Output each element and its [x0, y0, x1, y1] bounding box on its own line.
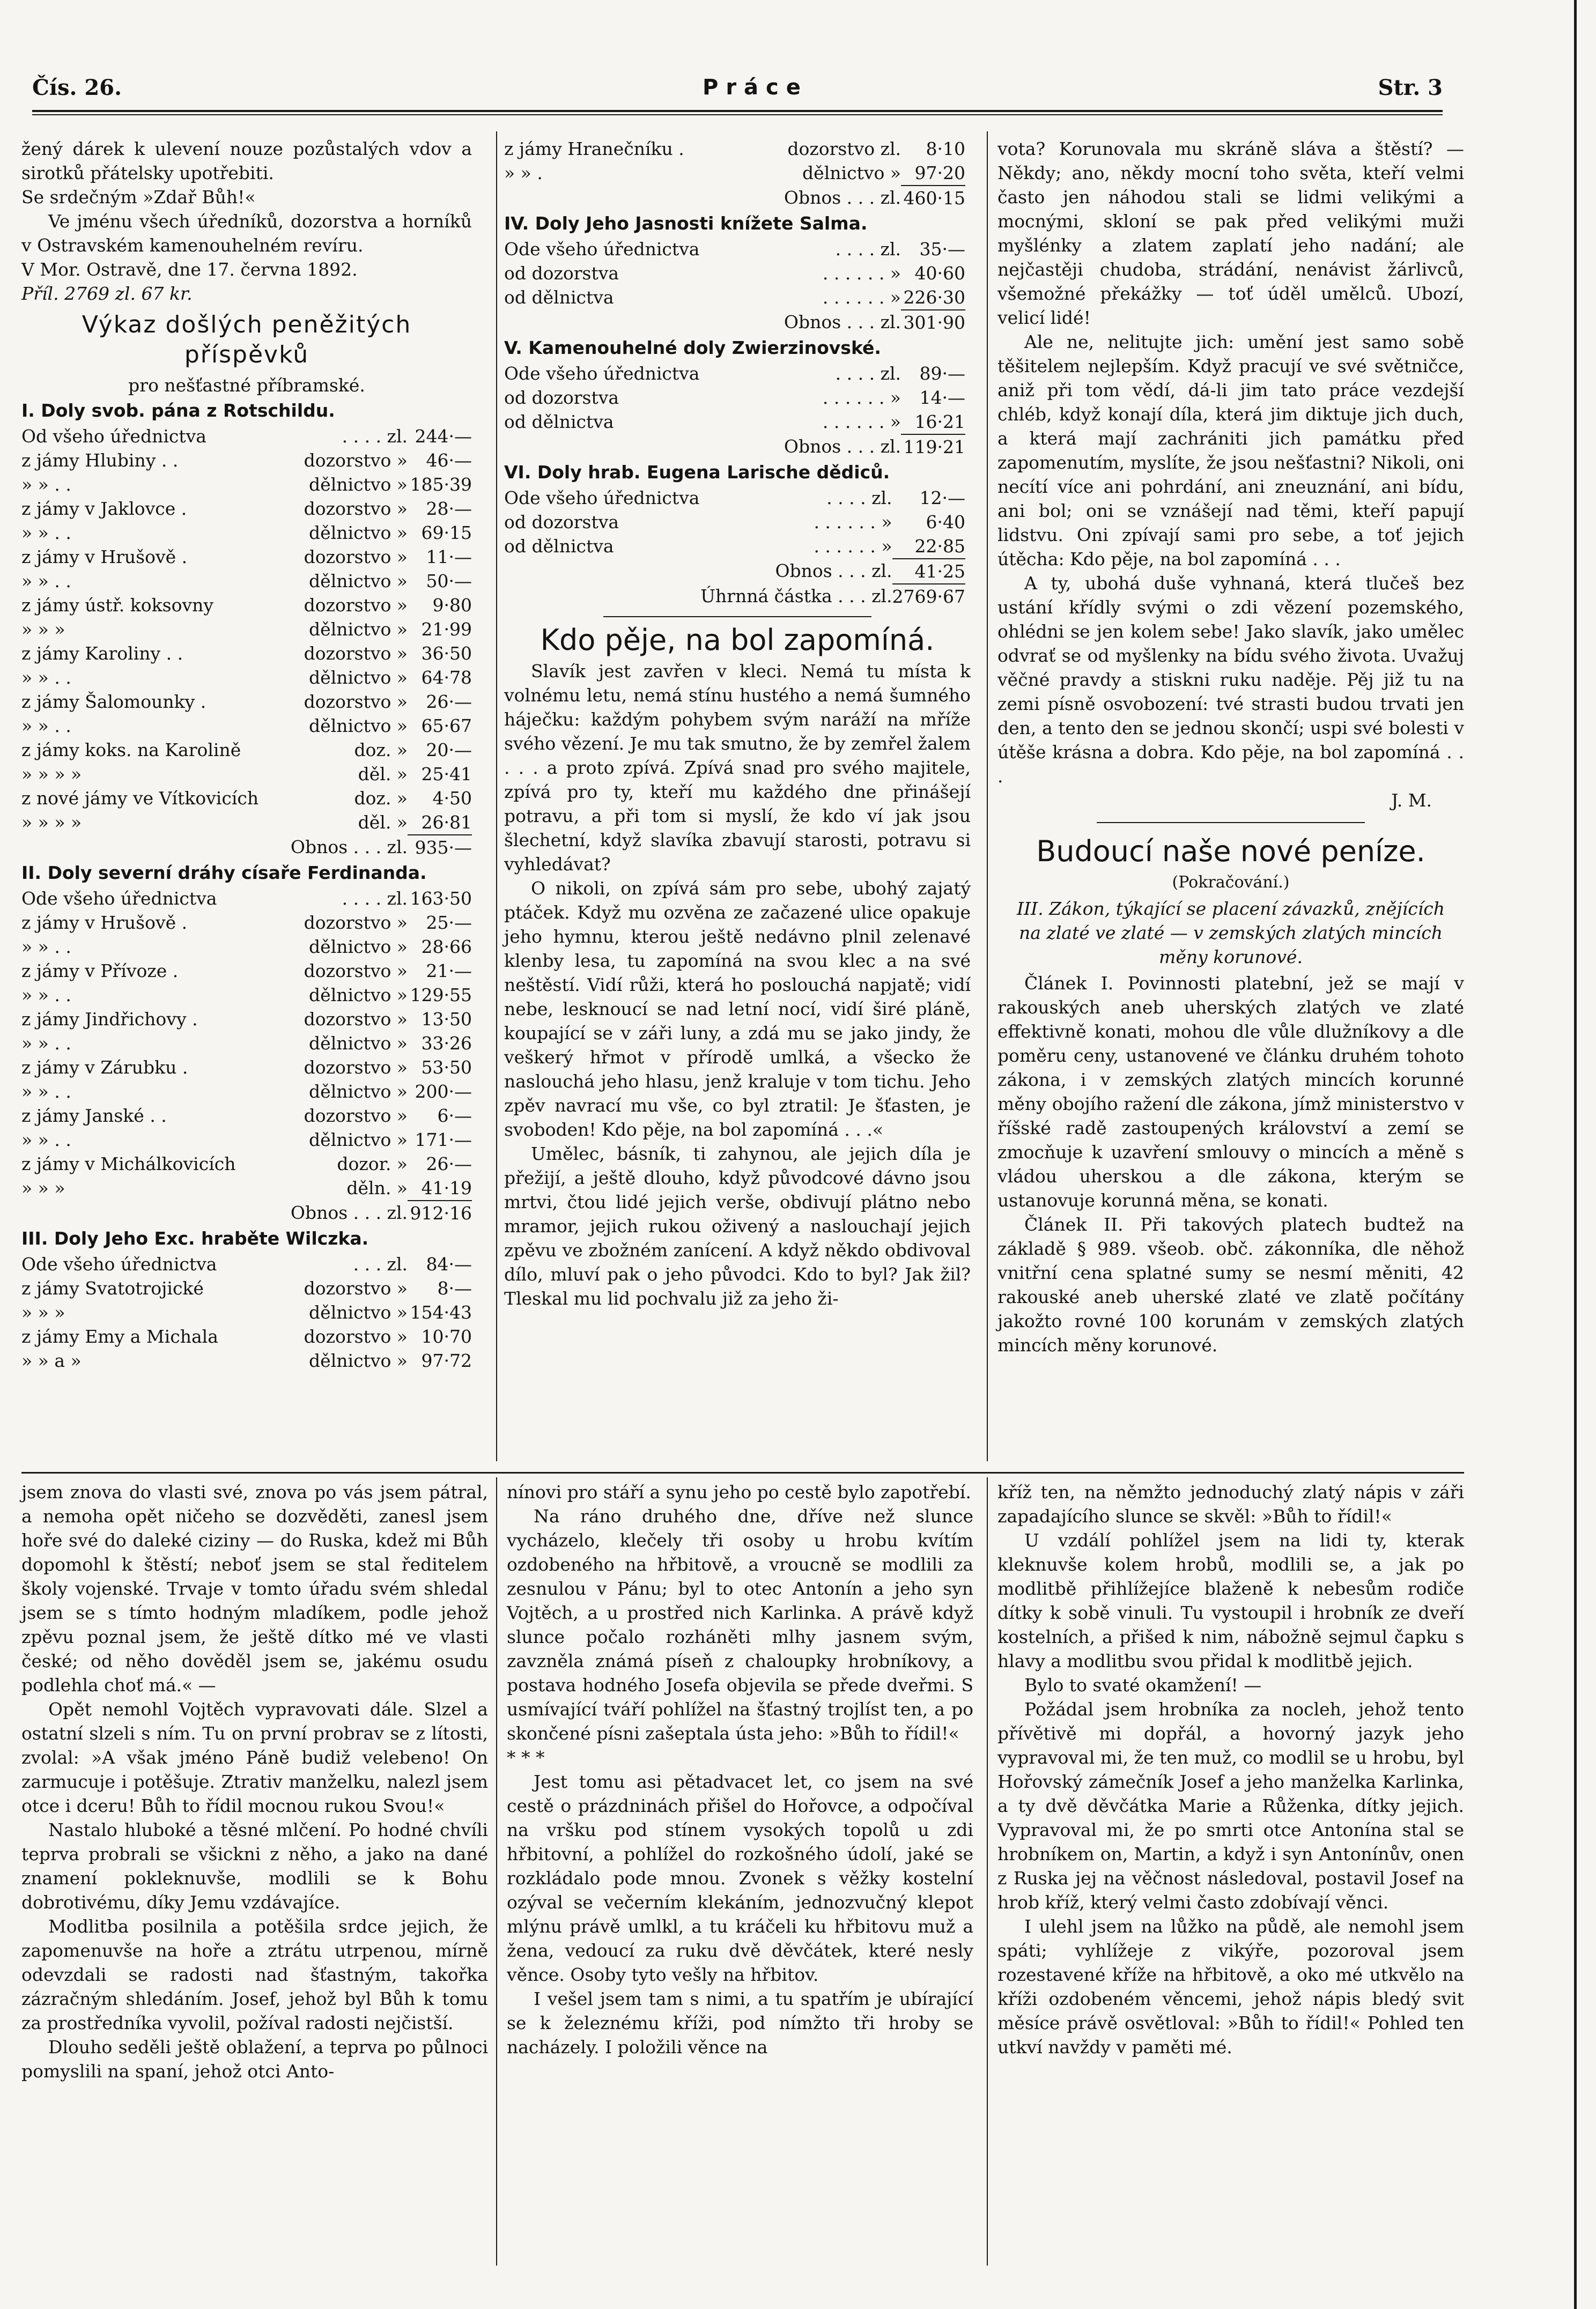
table-row: [504, 361, 965, 386]
paragraph: Opět nemohl Vojtěch vypravovati dále. Slzel a ostatní slzeli s ním. Tu on první probrav se z lítosti, zvolal: »A však jméno Páně budiž velebeno! On zarmucuje i potěšuje. Ztrativ manželku, nalezl jsem otce i dceru! Bůh to řídil mocnou rukou Svou!«: [21, 1699, 488, 1816]
table-row: [21, 911, 472, 935]
category-cell: dozorstvo »: [304, 1057, 408, 1078]
table-row: [21, 472, 472, 497]
table-row: [504, 137, 965, 161]
amount-cell: 84·—: [426, 1254, 472, 1275]
section-head: II. Doly severní dráhy císaře Ferdinanda.: [21, 862, 427, 883]
table-row: [21, 810, 472, 835]
contrib-table: [504, 361, 965, 459]
source-cell: od dělnictva: [504, 411, 614, 432]
paragraph: Umělec, básník, ti zahynou, ale jejich díla je přežijí, a ještě dlouho, když původcové dávno jsou mrtvi, čtou lidé jejich verše, obdivují plátno nebo mramor, jejich rukou oživený a naslouchají jejich zpěvu ve zbožném zanícení. A když někdo obdivoval dílo, mluví pak o jeho původci. Kdo to byl? Jak žil? Tleskal mu lid pochvalu již za jeho ži-: [504, 1143, 971, 1309]
table-row: [21, 886, 472, 911]
table-row: [21, 1252, 472, 1276]
section-head: V. Kamenouhelné doly Zwierzinovské.: [504, 337, 881, 358]
page-header: [32, 75, 1443, 113]
amount-cell: 154·43: [410, 1302, 472, 1323]
amount-cell: 185·39: [410, 474, 472, 495]
amount-cell: 33·26: [421, 1033, 472, 1054]
category-cell: dělnictvo »: [309, 1081, 408, 1102]
category-cell: děl. »: [358, 812, 408, 833]
table-row: [21, 1176, 472, 1201]
category-cell: dělnictvo »: [309, 522, 408, 543]
table-row: [504, 386, 965, 410]
table-row: [504, 510, 965, 534]
source-cell: » » »: [21, 1302, 65, 1323]
contrib-table: [504, 237, 965, 335]
category-cell: . . . . . . »: [822, 287, 901, 308]
paragraph: Ale ne, nelitujte jich: umění jest samo sobě těšitelem nejlepším. Když pracují ve své světničce, aniž při tom vědí, dá-li jim tato práce vezdejší chléb, když konají díla, která jim diktuje jich duch, a která mají zachrániti jich památku před zapomenutím, myslíte, že jsou nešťastni? Nikoli, oni necítí více ani pohrdání, ani zneuznání, ani bídu, ani bol; oni se vznášejí nad těmi, kteří papují lidstvu. Oni zpívají sami pro sebe, a toť jejich útěcha: Kdo pěje, na bol zapomíná . . .: [997, 331, 1464, 569]
table-row: [504, 285, 965, 310]
amount-cell: 35·—: [919, 239, 965, 260]
amount-cell: 20·—: [426, 739, 472, 760]
intro-text: Ve jménu všech úředníků, dozorstva a horníků v Ostravském kamenouhelném revíru.: [21, 211, 472, 256]
total-label: Obnos . . . zl.: [290, 1202, 408, 1223]
source-cell: z jámy Hlubiny . .: [21, 450, 179, 471]
amount-cell: 97·72: [421, 1350, 472, 1371]
category-cell: . . . . zl.: [835, 363, 901, 384]
table-row: [21, 617, 472, 641]
report-subtitle: pro nešťastné příbramské.: [128, 375, 365, 396]
table-row: [21, 1128, 472, 1152]
amount-cell: 46·—: [426, 450, 472, 471]
category-cell: dělnictvo »: [802, 162, 901, 183]
source-cell: z jámy Janské . .: [21, 1105, 167, 1126]
table-row: [21, 935, 472, 959]
amount-cell: 40·60: [914, 263, 965, 284]
column-divider: [987, 131, 988, 1461]
table-row: [21, 569, 472, 593]
paragraph: Na ráno druhého dne, dříve než slunce vycházelo, klečely tři osoby u hrobu kvítím ozdobeného na hřbitově, a vroucně se modlili za zesnulou v Pánu; byl to otec Antonín a jeho syn Vojtěch, a u prostřed nich Karlinka. A právě když slunce počalo rozháněti mlhy jasnem svým, zavzněla známá píseň z chaloupky hrobníkovy, a postava hodného Josefa objevila se přede dveřmi. S usmívající tváří pohlížel na šťastný trojlíst ten, a po skončené písni zašeptala ústa jeho: »Bůh to řídil!«: [507, 1506, 973, 1744]
source-cell: od dozorstva: [504, 512, 619, 532]
table-row: [21, 1300, 472, 1324]
amount-cell: 6·40: [926, 512, 965, 532]
category-cell: dělnictvo »: [309, 474, 408, 495]
category-cell: dělnictvo »: [309, 1129, 408, 1150]
source-cell: Od všeho úřednictva: [21, 426, 206, 447]
amount-cell: 25·41: [421, 764, 472, 785]
category-cell: dělnictvo »: [309, 1302, 408, 1323]
contrib-table: [504, 137, 965, 210]
paragraph: jsem znova do vlasti své, znova po vás jsem pátral, a nemoha opět ničeho se dozvěděti, zanesl jsem hoře své do daleké ciziny — do Ruska, kdež mi Bůh dopomohl k štěstí; neboť jsem se stal ředitelem školy vojenské. Trvaje v tomto úřadu svém shledal jsem se s tímto hodným mladíkem, podle jehož zpěvu poznal jsem, že ještě dítko mé ve vlasti české; od něho dověděl jsem se, jakému osudu podlehla choť má.« —: [21, 1482, 488, 1696]
contrib-table: [21, 886, 472, 1225]
category-cell: dozorstvo »: [304, 450, 408, 471]
paragraph: I ulehl jsem na lůžko na půdě, ale nemohl jsem spáti; vyhlížeje z vikýře, pozoroval jsem rozestavené kříže na hřbitově, a oko mé utkvělo na kříži ozdobeném věncemi, jehož nápis bledý svit měsíce právě osvětloval: »Bůh to řídil!« Pohled ten utkví navždy v paměti mé.: [997, 1916, 1464, 2058]
amount-cell: 36·50: [421, 643, 472, 664]
category-cell: dělnictvo »: [309, 571, 408, 591]
column-3: [997, 137, 1464, 1357]
category-cell: . . . zl.: [353, 1254, 408, 1275]
table-row: [21, 521, 472, 545]
table-row: [21, 714, 472, 738]
table-row: [21, 959, 472, 983]
article-subtitle: (Pokračování.): [1172, 873, 1290, 892]
paragraph: Článek II. Při takových platech budtež na základě § 989. všeob. obč. zákonníka, dle něhož vnitřní cena splatné sumy se nesmí měniti, 42 rakouské aneb uherské zlaté ve zlatě počítány jakožto rovné 100 korunám v zemských zlatých mincích měny korunové.: [997, 1214, 1464, 1356]
source-cell: » » . .: [21, 522, 71, 543]
paragraph: Slavík jest zavřen v kleci. Nemá tu místa k volnému letu, nemá stínu hustého a nemá šumného háječku: každým pohybem svým naráží na mříže svého vězení. Je mu tak smutno, že by zemřel žalem . . . a proto zpívá. Zpívá snad pro svého majitele, zpívá pro ty, kteří mu každého dne přinášejí potravu, a při tom si myslí, že kdo ví jak jsou šlechetní, když slavíka zbavují starosti, potravu si vyhledávat?: [504, 661, 971, 875]
total-label: Obnos . . . zl.: [784, 436, 901, 457]
total-amount: 912·16: [408, 1201, 472, 1225]
category-cell: doz. »: [354, 788, 408, 809]
total-amount: 2769·67: [892, 584, 965, 609]
category-cell: dělnictvo »: [309, 1350, 408, 1371]
total-amount: 460·15: [901, 186, 965, 210]
paragraph: Dlouho seděli ještě oblažení, a teprva po půlnoci pomyslili na spaní, jehož otci Anto-: [21, 2037, 488, 2082]
paragraph: Modlitba posilnila a potěšila srdce jejich, že zapomenuvše na hoře a ztrátu utrpenou, mírně odevzdali se radosti nad šťastným, takořka zázračným shledáním. Josef, jehož byl Bůh k tomu za prostředníka vyvolil, požíval radosti nejčistší.: [21, 1916, 488, 2033]
source-cell: » » . .: [21, 1081, 71, 1102]
source-cell: od dělnictva: [504, 287, 614, 308]
table-row: [504, 410, 965, 434]
category-cell: dozorstvo »: [304, 960, 408, 981]
category-cell: . . . . . . »: [822, 387, 901, 408]
source-cell: z jámy Hranečníku .: [504, 138, 684, 159]
source-cell: » » . .: [21, 936, 71, 957]
category-cell: děl. »: [358, 764, 408, 785]
source-cell: Ode všeho úřednictva: [21, 1254, 217, 1275]
category-cell: . . . . zl.: [826, 487, 892, 508]
source-cell: Ode všeho úřednictva: [504, 363, 700, 384]
category-cell: . . . . . . »: [814, 512, 892, 532]
source-cell: » » .: [504, 162, 543, 183]
table-row: [504, 237, 965, 261]
source-cell: » » . .: [21, 474, 71, 495]
source-cell: od dozorstva: [504, 387, 619, 408]
table-row: [21, 738, 472, 762]
law-heading: III. Zákon, týkající se placení závazků, znějících na zlaté ve zlaté — v zemských zlatých mincích měny korunové.: [1016, 898, 1445, 967]
source-cell: » » » »: [21, 764, 82, 785]
source-cell: » » . .: [21, 667, 71, 688]
column-divider: [496, 131, 497, 1461]
category-cell: děln. »: [346, 1178, 408, 1198]
amount-cell: 10·70: [421, 1326, 472, 1347]
separator: [1097, 822, 1365, 823]
total-label: Obnos . . . zl.: [784, 187, 901, 208]
amount-cell: 21·—: [426, 960, 472, 981]
attachment-note: Příl. 2769 zl. 67 kr.: [21, 283, 193, 304]
source-cell: z jámy v Přívoze .: [21, 960, 179, 981]
category-cell: dělnictvo »: [309, 667, 408, 688]
total-row: [504, 434, 965, 459]
source-cell: » » . .: [21, 715, 71, 736]
intro-text: žený dárek k ulevení nouze pozůstalých vdov a sirotků přátelsky upotřebiti.: [21, 138, 472, 183]
paragraph: U vzdálí pohlížel jsem na lidi ty, kterak kleknuvše kolem hrobů, modlili se, a jak po modlitbě přihlížejíce blaženě k nebesům rodiče dítky k sobě vinuli. Tu vystoupil i hrobník ze dveří kostelních, a přišed k nim, nábožně sejmul čapku s hlavy a modlitbu svou přidal k modlitbě jejich.: [997, 1530, 1464, 1671]
category-cell: . . . . zl.: [835, 239, 901, 260]
table-row: [21, 1349, 472, 1373]
amount-cell: 129·55: [410, 985, 472, 1005]
amount-cell: 9·80: [432, 595, 472, 616]
total-row: [504, 310, 965, 335]
amount-cell: 28·66: [421, 936, 472, 957]
greeting: Se srdečným »Zdař Bůh!«: [21, 187, 256, 208]
paragraph: kříž ten, na němžto jednoduchý zlatý nápis v záři zapadajícího slunce se skvěl: »Bůh to řídil!«: [997, 1482, 1464, 1527]
table-row: [504, 534, 965, 559]
table-row: [21, 1055, 472, 1079]
column-divider: [496, 1477, 497, 2266]
amount-cell: 244·—: [415, 426, 472, 447]
source-cell: z nové jámy ve Vítkovicích: [21, 788, 259, 809]
total-label: Obnos . . . zl.: [784, 312, 901, 332]
amount-cell: 26·81: [421, 812, 472, 833]
category-cell: . . . . zl.: [342, 426, 408, 447]
table-row: [21, 690, 472, 714]
category-cell: dozorstvo »: [304, 691, 408, 712]
amount-cell: 163·50: [410, 888, 472, 909]
category-cell: dozorstvo »: [304, 1009, 408, 1030]
source-cell: » » . .: [21, 985, 71, 1005]
amount-cell: 89·—: [919, 363, 965, 384]
paragraph: A ty, ubohá duše vyhnaná, která tlučeš bez ustání křídly svými o zdi vězení pozemského, ohlédni se jen kolem sebe! Jako slavík, jako umělec odvrať se od myšlenky na bídu svého života. Uvažuj věčné pravdy a stiskni ruku naděje. Pěj již tu na zemi písně osvobození: tvé strasti budou trvati jen den, a tento den se jednou skončí; uspi své bolesti v útěše krásna a dobra. Kdo pěje, na bol zapomíná . . .: [997, 573, 1464, 787]
total-row: [504, 584, 965, 609]
category-cell: . . . . . . »: [822, 263, 901, 284]
table-row: [504, 486, 965, 510]
masthead: Práce: [703, 75, 808, 100]
amount-cell: 26·—: [426, 1153, 472, 1174]
amount-cell: 50·—: [426, 571, 472, 591]
paragraph: Bylo to svaté okamžení! —: [1024, 1675, 1262, 1696]
column-2: [504, 137, 971, 1311]
paragraph: O nikoli, on zpívá sám pro sebe, ubohý zajatý ptáček. Když mu ozvěna ze začazené ulice opakuje jeho hymnu, kterou ještě nedávno plnil zelenavé klenby lesa, tu zapomíná na svou klec a na své neštěstí. Vidí růži, která ho poslouchá napjatě; vidí nebe, lesknoucí se nad letní nocí, vidí širé pláně, koupající se v záři luny, a zdá mu se jako jindy, že veškerý hřmot v přírodě umlká, a všecko že naslouchá jeho hlasu, jenž kraluje v tom tichu. Jeho zpěv navrací mu vše, co byl ztratil: Je šťasten, je svoboden! Kdo pěje, na bol zapomíná . . .«: [504, 878, 971, 1140]
category-cell: dělnictvo »: [309, 985, 408, 1005]
category-cell: dělnictvo »: [309, 936, 408, 957]
source-cell: Ode všeho úřednictva: [21, 888, 217, 909]
amount-cell: 26·—: [426, 691, 472, 712]
separator: [603, 616, 871, 617]
contrib-table: [504, 486, 965, 609]
amount-cell: 200·—: [415, 1081, 472, 1102]
source-cell: z jámy Karoliny . .: [21, 643, 183, 664]
section-head: I. Doly svob. pána z Rotschildu.: [21, 400, 335, 421]
table-row: [21, 1031, 472, 1055]
amount-cell: 14·—: [919, 387, 965, 408]
article-title: Budoucí naše nové peníze.: [1036, 834, 1425, 868]
section-head: IV. Doly Jeho Jasnosti knížete Salma.: [504, 213, 868, 234]
amount-cell: 12·—: [919, 487, 965, 508]
total-row: [21, 835, 472, 860]
source-cell: z jámy Šalomounky .: [21, 691, 206, 712]
contrib-table: [21, 424, 472, 860]
paragraph: Článek I. Povinnosti platební, jež se mají v rakouských aneb uherských zlatých ve zlaté effektivně konati, mohou dle vůle dlužníkovy a dle poměru ceny, ustanovené ve článku druhém tohoto zákona, i v zemských zlatých mincích korunné měny obojího ražení dle zákona, jímž ministerstvo v říšské radě zastoupených království a zemí se zmocňuje k uzavření smlouvy o mincích a měně s vládou uherskou a dle zákona, kterým se ustanovuje korunná měna, se konati.: [997, 973, 1464, 1211]
category-cell: dozorstvo »: [304, 546, 408, 567]
paragraph: vota? Korunovala mu skráně sláva a štěstí? — Někdy; ano, někdy mocní toho světa, kteří velmi často jen náhodou stali se lidmi velikými a mocnými, skloní se pak před velikými muži myšlénky a zlatem zaplatí jeho nadání; ale nejčastěji chudoba, strádání, nenávist žárlivců, všemožné překážky — toť úděl umělců. Ubozí, velicí lidé!: [997, 138, 1464, 328]
amount-cell: 21·99: [421, 619, 472, 640]
table-row: [21, 1079, 472, 1104]
contrib-table: [21, 1252, 472, 1373]
category-cell: dozor. »: [337, 1153, 408, 1174]
table-row: [21, 983, 472, 1007]
section-break: * * *: [507, 1747, 545, 1768]
issue-number: Čís. 26.: [32, 75, 122, 100]
source-cell: » » . .: [21, 1033, 71, 1054]
amount-cell: 25·—: [426, 912, 472, 933]
page-edge-rule: [1574, 0, 1577, 2309]
category-cell: dozorstvo zl.: [787, 138, 901, 159]
table-row: [21, 424, 472, 448]
source-cell: » » . .: [21, 571, 71, 591]
amount-cell: 171·—: [415, 1129, 472, 1150]
table-row: [21, 1324, 472, 1349]
table-row: [21, 641, 472, 665]
amount-cell: 6·—: [437, 1105, 472, 1126]
amount-cell: 13·50: [421, 1009, 472, 1030]
column-divider: [987, 1477, 988, 2266]
table-row: [21, 448, 472, 472]
category-cell: dělnictvo »: [309, 619, 408, 640]
category-cell: dozorstvo »: [304, 498, 408, 519]
section-head: VI. Doly hrab. Eugena Larische dědiců.: [504, 462, 890, 483]
source-cell: Ode všeho úřednictva: [504, 239, 700, 260]
table-row: [21, 1104, 472, 1128]
category-cell: dozorstvo »: [304, 643, 408, 664]
category-cell: dělnictvo »: [309, 715, 408, 736]
category-cell: dozorstvo »: [304, 595, 408, 616]
category-cell: doz. »: [354, 739, 408, 760]
source-cell: » » . .: [21, 1129, 71, 1150]
table-row: [504, 261, 965, 285]
place-date: V Mor. Ostravě, dne 17. června 1892.: [21, 259, 358, 280]
amount-cell: 69·15: [421, 522, 472, 543]
source-cell: z jámy Emy a Michala: [21, 1326, 218, 1347]
source-cell: Ode všeho úřednictva: [504, 487, 700, 508]
source-cell: » » »: [21, 1178, 65, 1198]
category-cell: dozorstvo »: [304, 1105, 408, 1126]
source-cell: z jámy Jindřichovy .: [21, 1009, 198, 1030]
page-number: Str. 3: [1378, 75, 1443, 100]
amount-cell: 8·—: [437, 1278, 472, 1299]
table-row: [21, 786, 472, 810]
amount-cell: 226·30: [903, 287, 965, 308]
amount-cell: 4·50: [432, 788, 472, 809]
amount-cell: 64·78: [421, 667, 472, 688]
table-row: [21, 1007, 472, 1031]
amount-cell: 16·21: [914, 411, 965, 432]
category-cell: dozorstvo »: [304, 912, 408, 933]
total-row: [21, 1201, 472, 1225]
column-1: [21, 137, 472, 1373]
header-rule-thin: [32, 114, 1443, 115]
source-cell: od dělnictva: [504, 536, 614, 557]
source-cell: od dozorstva: [504, 263, 619, 284]
category-cell: dozorstvo »: [304, 1326, 408, 1347]
total-amount: 119·21: [901, 434, 965, 459]
total-amount: 935·—: [408, 835, 472, 860]
source-cell: z jámy ústř. koksovny: [21, 595, 213, 616]
category-cell: . . . . . . »: [822, 411, 901, 432]
paragraph: Požádal jsem hrobníka za nocleh, jehož tento přívětivě mi dopřál, a hovorný jazyk jeho vypravoval mi, že ten muž, co modlil se u hrobu, byl Hořovský zámečník Josef a jeho manželka Karlinka, a ty dvě děvčátka Marie a Růženka, dítky jejich. Vypravoval mi, že po smrti otce Antonína stal se hrobníkem on, Martin, a když i syn Antonínův, onen z Ruska jej na věčnost následoval, postavil Josef na hrob kříž, který velmi často zdobívají věnci.: [997, 1699, 1464, 1913]
source-cell: z jámy v Hrušově .: [21, 912, 188, 933]
table-row: [21, 762, 472, 786]
feuilleton-rule: [21, 1472, 1464, 1474]
paragraph: Nastalo hluboké a těsné mlčení. Po hodné chvíli teprva probrali se všickni z něho, a jako na dané znamení pokleknuvše, modlili se k Bohu dobrotivému, díky Jemu vzdávajíce.: [21, 1819, 488, 1913]
total-label: Úhrnná částka . . . zl.: [700, 586, 892, 606]
paragraph: Jest tomu asi pětadvacet let, co jsem na své cestě o prázdninách přišel do Hořovce, a odpočíval na vršku pod stínem vysokých topolů u zdi hřbitovní, a pohlížel do rozkošného údolí, jaké se rozkládalo pode mnou. Zvonek s věžky kostelní ozýval se večerním klekáním, jednozvučný klepot mlýnu právě umlkl, a tu kráčeli ku hřbitovu muž a žena, vedoucí za ruku dvě děvčátek, které nesly věnce. Osoby tyto vešly na hřbitov.: [507, 1771, 973, 1985]
paragraph: nínovi pro stáří a synu jeho po cestě bylo zapotřebí.: [507, 1482, 971, 1503]
category-cell: dělnictvo »: [309, 1033, 408, 1054]
source-cell: z jámy v Jaklovce .: [21, 498, 187, 519]
total-amount: 41·25: [892, 559, 965, 584]
amount-cell: 53·50: [421, 1057, 472, 1078]
source-cell: z jámy v Michálkovicích: [21, 1153, 236, 1174]
signature: J. M.: [1391, 790, 1432, 811]
amount-cell: 41·19: [421, 1178, 472, 1198]
section-head: III. Doly Jeho Exc. hraběte Wilczka.: [21, 1228, 369, 1249]
story-column-3: [997, 1480, 1464, 2059]
table-row: [21, 1152, 472, 1176]
total-row: [504, 559, 965, 584]
source-cell: z jámy Svatotrojické: [21, 1278, 204, 1299]
table-row: [21, 593, 472, 617]
story-column-2: [507, 1480, 973, 2059]
source-cell: z jámy v Zárubku .: [21, 1057, 188, 1078]
category-cell: . . . . . . »: [814, 536, 892, 557]
category-cell: . . . . zl.: [342, 888, 408, 909]
total-label: Obnos . . . zl.: [775, 560, 892, 581]
source-cell: » » a »: [21, 1350, 82, 1371]
amount-cell: 8·10: [926, 138, 965, 159]
amount-cell: 65·67: [421, 715, 472, 736]
source-cell: » » » »: [21, 812, 82, 833]
amount-cell: 11·—: [426, 546, 472, 567]
amount-cell: 28·—: [426, 498, 472, 519]
article-title: Kdo pěje, na bol zapomíná.: [540, 623, 935, 657]
report-title: Výkaz došlých peněžitých příspěvků: [82, 311, 412, 368]
total-label: Obnos . . . zl.: [290, 837, 408, 857]
table-row: [21, 545, 472, 569]
amount-cell: 22·85: [914, 536, 965, 557]
table-row: [504, 161, 965, 186]
table-row: [21, 665, 472, 690]
table-row: [21, 1276, 472, 1300]
paragraph: I vešel jsem tam s nimi, a tu spatřím je ubírající se k železnému kříži, pod nímžto tři hroby se nacházely. I položili věnce na: [507, 1988, 973, 2058]
category-cell: dozorstvo »: [304, 1278, 408, 1299]
total-amount: 301·90: [901, 310, 965, 335]
story-column-1: [21, 1480, 488, 2083]
table-row: [21, 497, 472, 521]
header-rule: [32, 110, 1443, 112]
total-row: [504, 186, 965, 210]
source-cell: z jámy koks. na Karolině: [21, 739, 241, 760]
source-cell: z jámy v Hrušově .: [21, 546, 188, 567]
amount-cell: 97·20: [914, 162, 965, 183]
source-cell: » » »: [21, 619, 65, 640]
